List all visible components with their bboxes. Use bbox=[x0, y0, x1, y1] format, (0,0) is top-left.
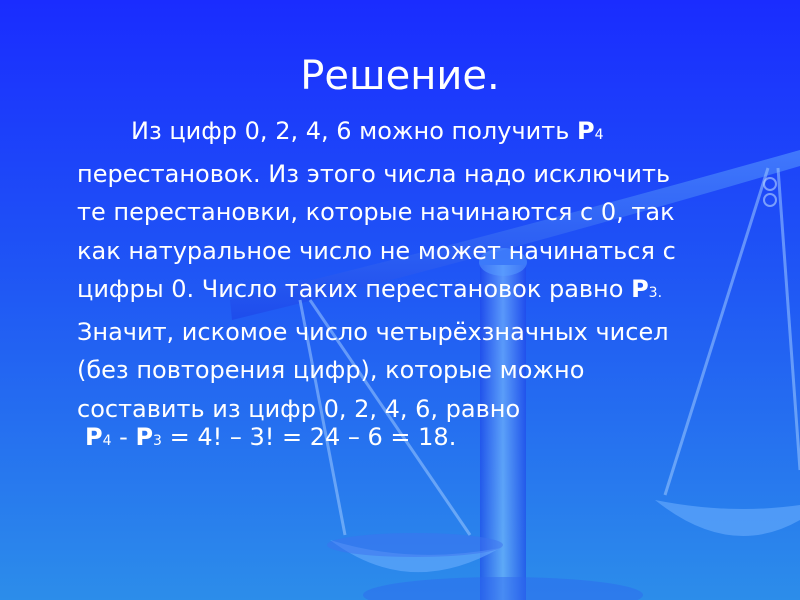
paragraph-line-6: Значит, искомое число четырёхзначных чисел bbox=[77, 317, 669, 346]
slide-title: Решение. bbox=[300, 53, 500, 99]
p-subscript-3: 3. bbox=[648, 285, 663, 301]
formula-p3-subscript: 3 bbox=[153, 433, 162, 449]
formula-p3-symbol: P bbox=[135, 423, 154, 451]
paragraph-line-3: те перестановки, которые начинаются с 0, так bbox=[77, 198, 675, 226]
paragraph-line-2: перестановок. Из этого числа надо исключить bbox=[77, 159, 671, 188]
p-symbol: P bbox=[631, 275, 649, 303]
paragraph-line-5: цифры 0. Число таких перестановок равно bbox=[77, 275, 632, 303]
paragraph-line-1: Из цифр 0, 2, 4, 6 можно получить bbox=[131, 117, 578, 145]
p-symbol: P bbox=[577, 117, 595, 145]
formula-p4-symbol: P bbox=[85, 423, 103, 451]
paragraph-line-4: как натуральное число не может начинаться с bbox=[77, 236, 676, 265]
p-subscript-4: 4 bbox=[594, 127, 604, 143]
formula-result: = 4! – 3! = 24 – 6 = 18. bbox=[161, 423, 457, 451]
paragraph-line-8: составить из цифр 0, 2, 4, 6, равно bbox=[77, 394, 521, 423]
base bbox=[363, 577, 643, 600]
formula-minus: - bbox=[111, 423, 136, 451]
solution-paragraph bbox=[77, 112, 785, 428]
paragraph-line-7: (без повторения цифр), которые можно bbox=[77, 356, 585, 384]
result-formula bbox=[85, 418, 456, 460]
right-pan bbox=[655, 500, 800, 536]
formula-p4-subscript: 4 bbox=[102, 433, 112, 449]
